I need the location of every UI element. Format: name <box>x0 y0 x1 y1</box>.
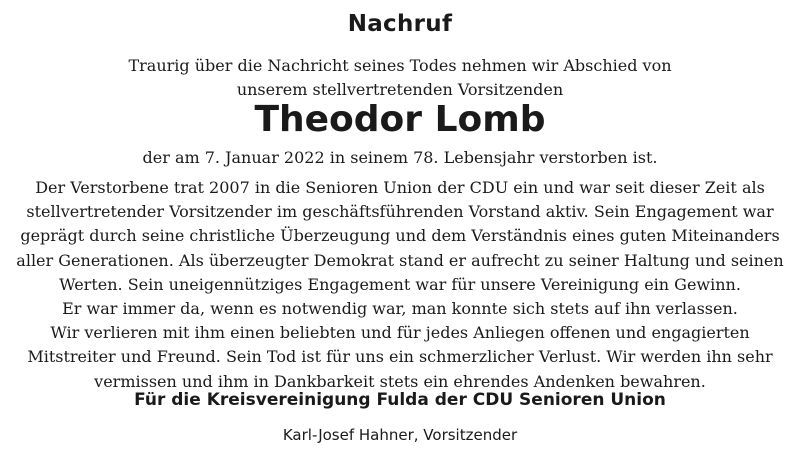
notice-heading: Nachruf <box>347 11 453 37</box>
tribute-line: Mitstreiter und Freund. Sein Tod ist für uns ein schmerzlicher Verlust. Wir werden ihn sehr <box>27 347 773 367</box>
tribute-text <box>0 176 800 394</box>
intro-line: Traurig über die Nachricht seines Todes nehmen wir Abschied von <box>128 56 672 75</box>
tribute-line: vermissen und ihm in Dankbarkeit stets ein ehrendes Andenken bewahren. <box>94 371 706 391</box>
signer-line: Karl-Josef Hahner, Vorsitzender <box>282 426 518 444</box>
tribute-line: Er war immer da, wenn es notwendig war, man konnte sich stets auf ihn verlassen. <box>62 299 738 319</box>
intro-line: unserem stellvertretenden Vorsitzenden <box>236 80 564 99</box>
deceased-name: Theodor Lomb <box>254 99 546 140</box>
tribute-line: stellvertretender Vorsitzender im geschäftsführenden Vorstand aktiv. Sein Engagement war <box>26 202 774 222</box>
tribute-line: aller Generationen. Als überzeugter Demokrat stand er aufrecht zu seiner Haltung und seinen <box>16 250 784 270</box>
date-of-death-line: der am 7. Januar 2022 in seinem 78. Lebensjahr verstorben ist. <box>142 148 658 167</box>
tribute-line: Wir verlieren mit ihm einen beliebten und für jedes Anliegen offenen und engagierten <box>50 323 750 343</box>
tribute-line: Werten. Sein uneigennütziges Engagement war für unsere Vereinigung ein Gewinn. <box>59 274 741 294</box>
organization-line: Für die Kreisvereinigung Fulda der CDU Senioren Union <box>134 390 666 410</box>
tribute-line: geprägt durch seine christliche Überzeugung und dem Verständnis eines guten Miteinanders <box>20 226 780 246</box>
tribute-line: Der Verstorbene trat 2007 in die Senioren Union der CDU ein und war seit dieser Zeit als <box>35 178 765 197</box>
intro-text <box>0 54 800 102</box>
